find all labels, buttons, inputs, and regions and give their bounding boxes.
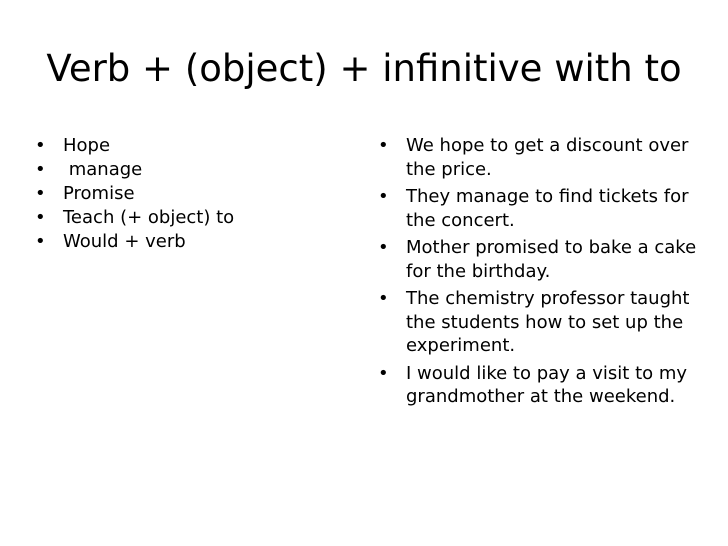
example-list xyxy=(378,134,706,413)
slide-title: Verb + (object) + infinitive with to xyxy=(46,47,682,90)
list-item xyxy=(35,182,313,206)
bullet-icon: • xyxy=(35,159,46,180)
list-item xyxy=(378,287,706,358)
list-item xyxy=(378,134,706,181)
bullet-icon: • xyxy=(378,135,389,156)
list-item xyxy=(35,158,313,182)
example-sentence: They manage to find tickets for the concert. xyxy=(406,186,689,231)
list-item-text: manage xyxy=(63,159,143,180)
list-item-text: Would + verb xyxy=(63,231,186,252)
list-item xyxy=(35,230,313,254)
list-item-text: Hope xyxy=(63,135,111,156)
example-sentence: We hope to get a discount over the price. xyxy=(406,135,689,180)
bullet-icon: • xyxy=(378,362,389,384)
bullet-icon: • xyxy=(35,231,46,252)
example-sentence: Mother promised to bake a cake for the birthday. xyxy=(406,237,697,282)
example-sentence: I would like to pay a visit to my grandmother at the weekend. xyxy=(406,362,688,407)
list-item-text: Teach (+ object) to xyxy=(63,207,235,228)
list-item xyxy=(378,362,706,409)
example-sentence: The chemistry professor taught the students how to set up the experiment. xyxy=(406,288,690,356)
bullet-icon: • xyxy=(378,288,389,309)
bullet-icon: • xyxy=(35,135,46,156)
list-item xyxy=(378,236,706,283)
list-item xyxy=(378,185,706,232)
list-item xyxy=(35,134,313,158)
list-item-text: Promise xyxy=(63,183,135,204)
bullet-icon: • xyxy=(378,186,389,207)
bullet-icon: • xyxy=(35,207,46,228)
verb-list xyxy=(35,134,313,254)
bullet-icon: • xyxy=(35,183,46,204)
bullet-icon: • xyxy=(378,237,389,258)
list-item xyxy=(35,206,313,230)
